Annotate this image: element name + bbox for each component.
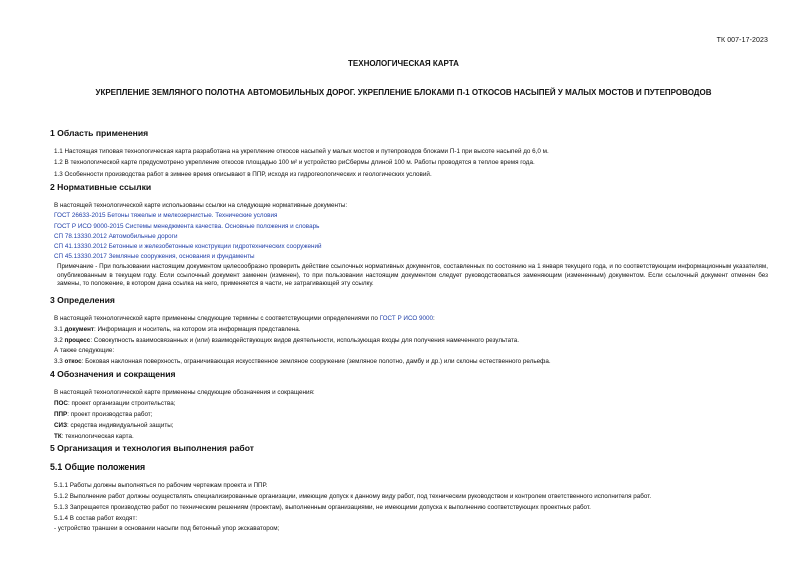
section-5-heading: 5 Организация и технология выполнения работ xyxy=(50,443,254,453)
section-2-note: Примечание - При пользовании настоящим документом целесообразно проверить действие ссылочных нормативных документов, составленных по состоянию на 1 января текущего года, и по соответствующим информационным указателям, опубликованным в текущем году. Если ссылочный документ заменен (изменен), то при пользовании настоящим документом следует руководствоваться заменяющим (измененным) документом. Если ссылочный документ отменен без замены, то положение, в котором дана ссылка на него, применяется в части, не затрагивающей эту ссылку. xyxy=(57,263,768,288)
section-2-intro: В настоящей технологической карте использованы ссылки на следующие нормативные документы: xyxy=(54,202,348,209)
reference-link[interactable]: ГОСТ Р ИСО 9000-2015 Системы менеджмента качества. Основные положения и словарь xyxy=(54,223,320,230)
list-item: - устройство траншеи в основании насыпи под бетонный упор экскаватором; xyxy=(54,525,280,532)
section-3-heading: 3 Определения xyxy=(50,295,115,305)
document-subtitle: УКРЕПЛЕНИЕ ЗЕМЛЯНОГО ПОЛОТНА АВТОМОБИЛЬНЫХ ДОРОГ. УКРЕПЛЕНИЕ БЛОКАМИ П-1 ОТКОСОВ НАСЫПЕЙ У МАЛЫХ МОСТОВ И ПУТЕПРОВОДОВ xyxy=(95,88,712,97)
definition-3-3: 3.3 откос: Боковая наклонная поверхность, ограничивающая искусственное земляное сооружение (земляное полотно, дамбу и др.) или склоны естественного рельефа. xyxy=(54,358,551,365)
gost-iso-9000-link[interactable]: ГОСТ Р ИСО 9000 xyxy=(379,315,434,322)
section-4-intro: В настоящей технологической карте применены следующие обозначения и сокращения: xyxy=(54,389,315,396)
document-title: ТЕХНОЛОГИЧЕСКАЯ КАРТА xyxy=(348,59,459,68)
paragraph-5-1-1: 5.1.1 Работы должны выполняться по рабочим чертежам проекта и ППР. xyxy=(54,482,268,489)
paragraph-5-1-2: 5.1.2 Выполнение работ должны осуществлять специализированные организации, имеющие допуск к данному виду работ, под техническим руководством и контролем ответственного исполнителя работ. xyxy=(54,493,652,500)
reference-link[interactable]: ГОСТ 26633-2015 Бетоны тяжелые и мелкозернистые. Технические условия xyxy=(54,212,278,219)
abbreviation-siz: СИЗ: средства индивидуальной защиты; xyxy=(54,422,174,429)
reference-link[interactable]: СП 41.13330.2012 Бетонные и железобетонные конструкции гидротехнических сооружений xyxy=(54,243,322,250)
paragraph-1-2: 1.2 В технологической карте предусмотрено укрепление откосов площадью 100 м² и устройство риСбермы длиной 100 м. Работы проводятся в теплое время года. xyxy=(54,159,535,166)
definition-also: А также следующие: xyxy=(54,347,115,354)
abbreviation-ppr: ППР: проект производства работ; xyxy=(54,411,153,418)
abbreviation-tk: ТК: технологическая карта. xyxy=(54,433,134,440)
reference-link[interactable]: СП 45.13330.2017 Земляные сооружения, основания и фундаменты xyxy=(54,253,255,260)
definition-3-1: 3.1 документ: Информация и носитель, на котором эта информация представлена. xyxy=(54,326,301,333)
paragraph-5-1-4: 5.1.4 В состав работ входят: xyxy=(54,515,138,522)
abbreviation-pos: ПОС: проект организации строительства; xyxy=(54,400,176,407)
section-3-intro: В настоящей технологической карте применены следующие термины с соответствующими определениями по ГОСТ Р ИСО 9000: xyxy=(54,315,435,322)
definition-3-2: 3.2 процесс: Совокупность взаимосвязанных и (или) взаимодействующих видов деятельности, использующая входы для получения намеченного результата. xyxy=(54,337,520,344)
paragraph-1-3: 1.3 Особенности производства работ в зимнее время описывают в ППР, исходя из гидрогеологических и геологических условий. xyxy=(54,171,432,178)
paragraph-5-1-3: 5.1.3 Запрещается производство работ по техническим решениям (проектам), выполненным организациями, не имеющими допуска к выполнению соответствующих проектных работ. xyxy=(54,504,591,511)
document-code: ТК 007-17-2023 xyxy=(716,37,768,44)
section-1-heading: 1 Область применения xyxy=(50,128,149,138)
paragraph-1-1: 1.1 Настоящая типовая технологическая карта разработана на укрепление откосов насыпей у малых мостов и путепроводов блоками П-1 при высоте насыпей до 6,0 м. xyxy=(54,148,549,155)
section-4-heading: 4 Обозначения и сокращения xyxy=(50,369,176,379)
subsection-5-1-heading: 5.1 Общие положения xyxy=(50,462,146,472)
section-2-heading: 2 Нормативные ссылки xyxy=(50,182,152,192)
reference-link[interactable]: СП 78.13330.2012 Автомобильные дороги xyxy=(54,233,178,240)
